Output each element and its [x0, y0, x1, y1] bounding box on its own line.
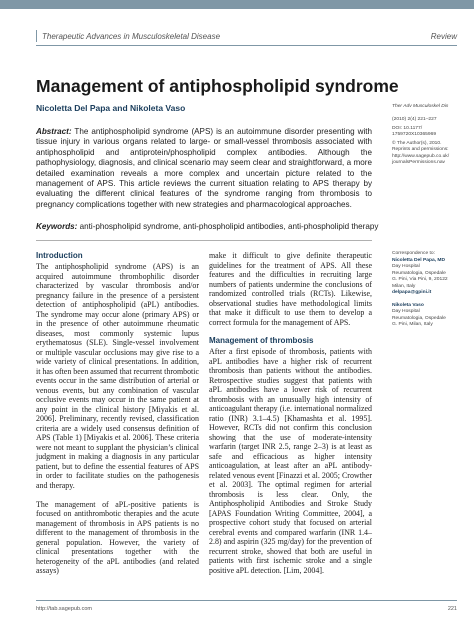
abstract-text: The antiphospholipid syndrome (APS) is an autoimmune disorder presenting with tissue injury in various organs related to large- or small-vessel thrombosis associated with antiphospholipid and antiprotein/phospholipid complex antibodies. Although the pathophysiology, diagnosis, and clinical scenario may seem clear and straightforward, a more detailed examination reveals a more complex and uncertain picture related to the management of APS. This article reviews the current situation relating to APS therapy by evaluating the different clinical features of the syndrome ranging from thrombosis to pregnancy complications together with new strategies and pharmacological approaches. — [36, 127, 372, 209]
keywords-label: Keywords: — [36, 222, 78, 231]
correspondence-label: Correspondence to: — [392, 251, 435, 256]
citation-detail: (2010) 2(4) 221–227 — [392, 117, 437, 122]
coauthor-address-1: Day Hospital — [392, 309, 420, 314]
coauthor-address-3: G. Pini, Milan, Italy — [392, 322, 433, 327]
header-rule — [36, 45, 457, 46]
permissions-line-1: Reprints and permissions: — [392, 147, 449, 152]
body-column-left — [36, 251, 199, 576]
permissions-line-2[interactable]: http://www.sagepub.co.uk/ — [392, 153, 450, 159]
copyright: © The Author(s), 2010. — [392, 140, 442, 146]
permissions-line-3[interactable]: journalsPermissions.nav — [392, 160, 446, 165]
coauthor-address-2: Reumatologia, Ospedale — [392, 315, 446, 321]
doi-value: 1759720X10365969 — [392, 132, 437, 137]
body-column-right — [209, 251, 372, 576]
paragraph: make it difficult to give definite therapeutic guidelines for the treatment of APS. All these features and the difficulties in recruiting large numbers of patients undermine the conclusions of randomized controlled trials (RCTs). Likewise, observational studies have methodological limits that make it difficult to use them to develop a correct formula for the management of APS. — [209, 251, 372, 327]
article-title: Management of antiphospholipid syndrome — [36, 76, 399, 96]
correspondence-email[interactable]: delpapa@gpini.it — [392, 290, 432, 295]
page-number: 221 — [447, 606, 457, 612]
citation-journal: Ther Adv Musculoskel Dis — [392, 104, 449, 109]
correspondence-address-3: G. Pini, Via Pini, 9, 20122 — [392, 277, 448, 282]
doi-label: DOI: 10.1177/ — [392, 125, 423, 131]
keywords — [36, 222, 379, 231]
keywords-text: anti-phospholipid syndrome, anti-phospholipid antibodies, anti-phospholipid therapy — [77, 222, 379, 231]
correspondence-name: Nicoletta Del Papa, MD — [392, 257, 445, 263]
coauthor-name: Nikoleta Vaso — [392, 302, 424, 308]
citation-block — [392, 104, 460, 167]
keywords-rule — [36, 240, 372, 241]
header-color-bar — [0, 0, 474, 9]
section-heading-thrombosis: Management of thrombosis — [209, 336, 314, 346]
abstract — [36, 127, 372, 210]
journal-name: Therapeutic Advances in Musculoskeletal Disease — [42, 32, 221, 41]
correspondence-address-2: Reumatologia, Ospedale — [392, 270, 446, 276]
paragraph: The antiphospholipid syndrome (APS) is an acquired autoimmune thrombophilic disorder characterized by vascular thrombosis and/or pregnancy failure in the presence of a persistent detection of antiphospholipid (aPL) antibodies. The syndrome may occur alone (primary APS) or in the presence of other autoimmune rheumatic diseases, most commonly systemic lupus erythematosus (SLE). Single-vessel involvement or multiple vascular occlusions may give rise to a wide variety of clinical presentations. In addition, it has often been assumed that recurrent thrombotic events occur in the same distribution of arterial or venous events, but any combination of vascular occlusive events may occur in the same patient at any point in the clinical history [Miyakis et al. 2006]. Preliminary, recently revised, classification criteria are a widely used consensus definition of APS (Table 1) [Miyakis et al. 2006]. These criteria were not meant to supplant the physician’s clinical judgment in making a diagnosis in any particular patient, but to define the essential features of APS in order to facilitate studies on the pathogenesis and therapy. — [36, 262, 199, 490]
running-header — [36, 32, 457, 44]
correspondence-address-4: Milan, Italy — [392, 283, 416, 289]
article-type: Review — [430, 32, 457, 41]
section-heading-introduction: Introduction — [36, 251, 83, 260]
paragraph: After a first episode of thrombosis, patients with aPL antibodies have a higher risk of recurrent thrombosis than patients without the antibodies. Retrospective studies suggest that patients with aPL antibodies have a lower risk of recurrent thrombosis with an unusually high intensity of anticoagulant therapy (i.e. international normalized ratio (INR) 3.1–4.5) [Khamashta et al. 1995]. However, RCTs did not confirm this conclusion showing that the use of moderate-intensity warfarin (target INR 2.5, range 2–3) is at least as safe and efficacious as higher intensity anticoagulation, at least after an aPL antibody-related venous event [Finazzi et al. 2005; Crowther et al. 2003]. The optimal regimen for arterial thrombosis is less clear. Only, the Antiphospholipid Antibodies and Stroke Study [APAS Foundation Writing Committee, 2004], a prospective cohort study that focused on arterial cerebral events and compared warfarin (INR 1.4–2.8) and aspirin (325 mg/day) for the prevention of recurrent stroke, showed that both are useful in patients with first ischemic stroke and a single positive aPL detection. [Lim, 2004]. — [209, 347, 372, 575]
footer-rule — [36, 600, 457, 601]
correspondence-address-1: Day Hospital — [392, 264, 420, 269]
correspondence-block — [392, 251, 460, 329]
footer-url[interactable]: http://tab.sagepub.com — [36, 606, 92, 612]
authors: Nicoletta Del Papa and Nikoleta Vaso — [36, 103, 186, 113]
abstract-label: Abstract: — [36, 127, 72, 136]
paragraph: The management of aPL-positive patients is focused on antithrombotic therapies and the acute management of thrombosis in APS patients is no different to the management of thrombosis in the general population. However, the variety of clinical presentations together with the heterogeneity of the aPL antibodies (and related assays) — [36, 499, 199, 576]
